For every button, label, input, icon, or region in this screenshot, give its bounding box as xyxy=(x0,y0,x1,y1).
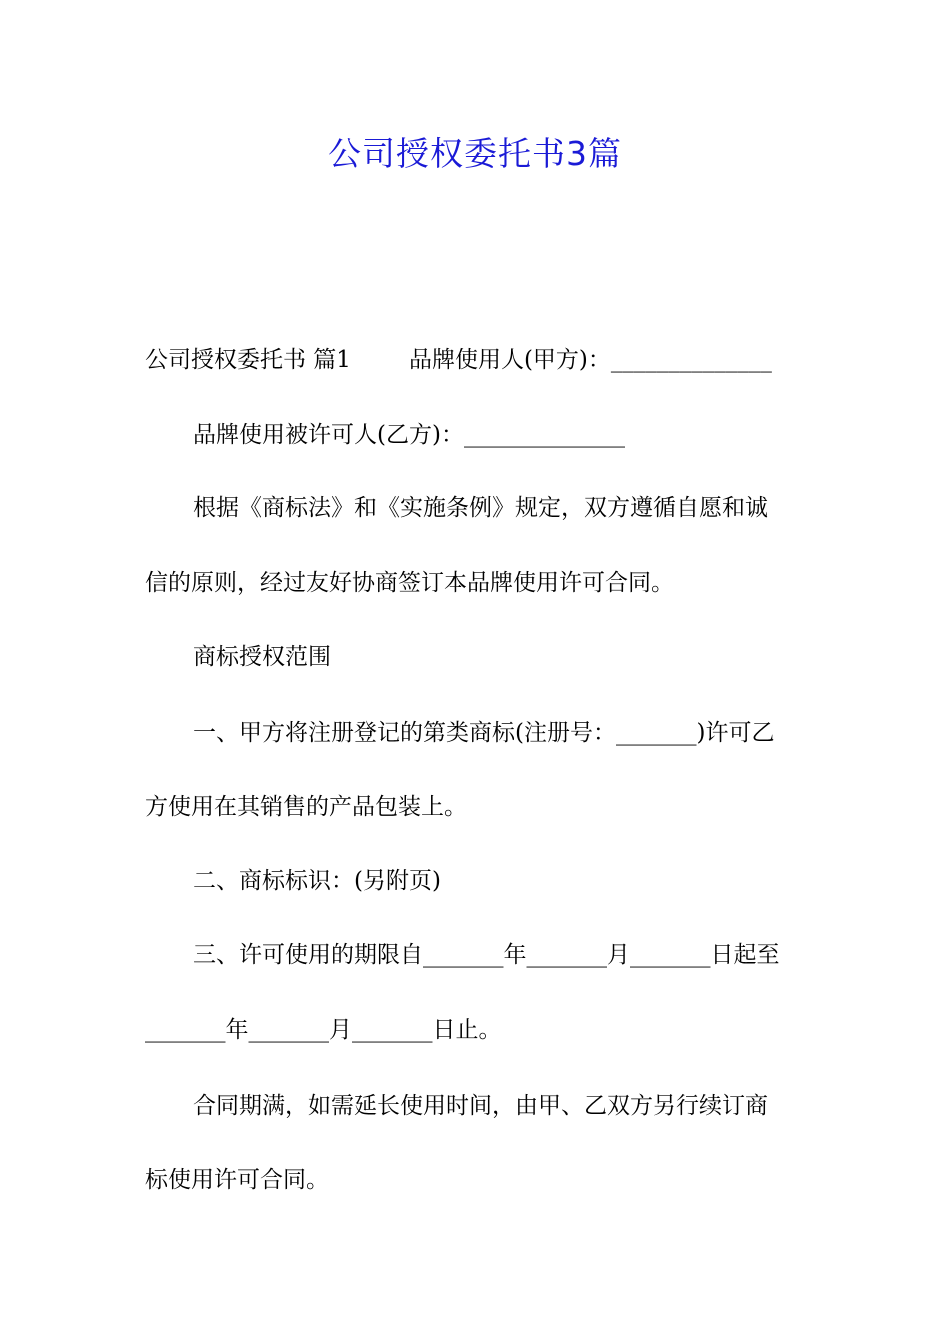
party-a-field: 品牌使用人(甲方)：______________ xyxy=(408,347,772,373)
paragraph-line: 三、许可使用的期限自_______年_______月_______日起至 xyxy=(193,942,780,968)
paragraph-line: 方使用在其销售的产品包装上。 xyxy=(145,794,467,820)
party-b-field: 品牌使用被许可人(乙方)：______________ xyxy=(193,422,625,448)
paragraph-line: 合同期满，如需延长使用时间，由甲、乙双方另行续订商 xyxy=(193,1093,768,1119)
section-heading: 公司授权委托书 篇1 xyxy=(145,347,351,373)
paragraph-heading-line xyxy=(145,343,772,377)
paragraph-line: _______年_______月_______日止。 xyxy=(145,1017,502,1043)
paragraph-line: 根据《商标法》和《实施条例》规定，双方遵循自愿和诚 xyxy=(193,495,768,521)
paragraph-line: 信的原则，经过友好协商签订本品牌使用许可合同。 xyxy=(145,570,674,596)
subheading: 商标授权范围 xyxy=(193,644,331,670)
page-title: 公司授权委托书3篇 xyxy=(328,134,622,173)
paragraph-line: 二、商标标识：(另附页) xyxy=(193,868,441,894)
paragraph-line: 一、甲方将注册登记的第类商标(注册号：_______)许可乙 xyxy=(193,720,775,746)
paragraph-line: 标使用许可合同。 xyxy=(145,1167,329,1193)
